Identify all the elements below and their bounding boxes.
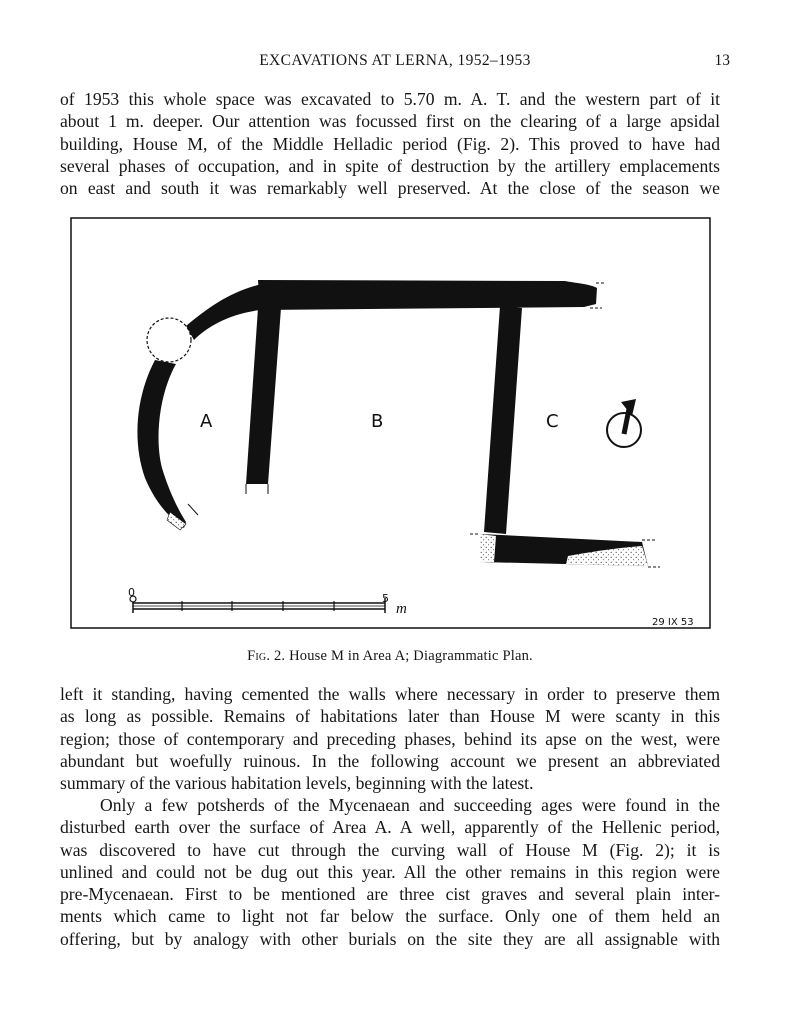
text-line: on east and south it was remarkably well preserved. At the close of the season we: [60, 178, 720, 199]
text-line: building, House M, of the Middle Helladic period (Fig. 2). This proved to have had: [60, 133, 720, 154]
text-line: unlined and could not be dug out this year. All the other remains in this region were: [60, 861, 720, 882]
scale-bar: [130, 596, 385, 613]
text-line: ments which came to light not far below the surface. Only one of them held an: [60, 906, 720, 927]
figure-label: Fig. 2.: [247, 648, 286, 664]
cross-wall-bc: [484, 306, 522, 534]
cross-wall-ab: [246, 308, 281, 484]
scale-unit-label: m: [396, 601, 407, 617]
text-line: Only a few potsherds of the Mycenaean and succeeding ages were found in the: [100, 795, 720, 815]
figure-caption: [60, 648, 720, 665]
figure-plan: [70, 216, 712, 630]
south-wall-stipple: [480, 534, 496, 562]
well-outline: [147, 318, 191, 362]
page-number: 13: [714, 52, 730, 69]
scale-start-label: 0: [128, 586, 135, 599]
paragraph-bottom: [60, 794, 720, 950]
text-line: as long as possible. Remains of habitations later than House M were scanty in this: [60, 706, 720, 727]
text-line: disturbed earth over the surface of Area A. A well, apparently of the Hellenic period,: [60, 817, 720, 838]
figure-frame: [71, 218, 710, 628]
text-line: of 1953 this whole space was excavated to 5.70 m. A. T. and the western part of it: [60, 89, 720, 109]
text-line: offering, but by analogy with other burials on the site they are all assignable with: [60, 928, 720, 949]
apse-wall-lower: [137, 360, 186, 528]
wall-continuation: [188, 504, 198, 515]
text-line: about 1 m. deeper. Our attention was focussed first on the clearing of a large apsidal: [60, 111, 720, 132]
north-wall: [258, 280, 597, 310]
text-line: several phases of occupation, and in spite of destruction by the artillery emplacements: [60, 155, 720, 176]
running-head: [60, 52, 730, 74]
paragraph-top: [60, 88, 720, 199]
text-line: left it standing, having cemented the walls where necessary in order to preserve them: [60, 684, 720, 704]
text-line: was discovered to have cut through the curving wall of House M (Fig. 2); it is: [60, 839, 720, 860]
running-title: EXCAVATIONS AT LERNA, 1952–1953: [259, 52, 531, 69]
text-line: region; those of contemporary and preceding phases, behind its apse on the west, were: [60, 728, 720, 749]
text-line: pre-Mycenaean. First to be mentioned are three cist graves and several plain inter-: [60, 884, 720, 905]
house-m-plan: [70, 216, 712, 630]
room-label-c: C: [546, 411, 559, 432]
text-line: abundant but woefully ruinous. In the following account we present an abbreviated: [60, 750, 720, 771]
text-line: summary of the various habitation levels, beginning with the latest.: [60, 773, 534, 794]
scale-end-label: 5: [382, 592, 389, 605]
date-mark: 29 IX 53: [652, 617, 694, 628]
paragraph-middle: [60, 683, 720, 794]
room-label-a: A: [200, 411, 213, 432]
north-arrow-icon: [607, 399, 641, 447]
caption-text: House M in Area A; Diagrammatic Plan.: [289, 648, 533, 664]
room-label-b: B: [371, 411, 384, 432]
